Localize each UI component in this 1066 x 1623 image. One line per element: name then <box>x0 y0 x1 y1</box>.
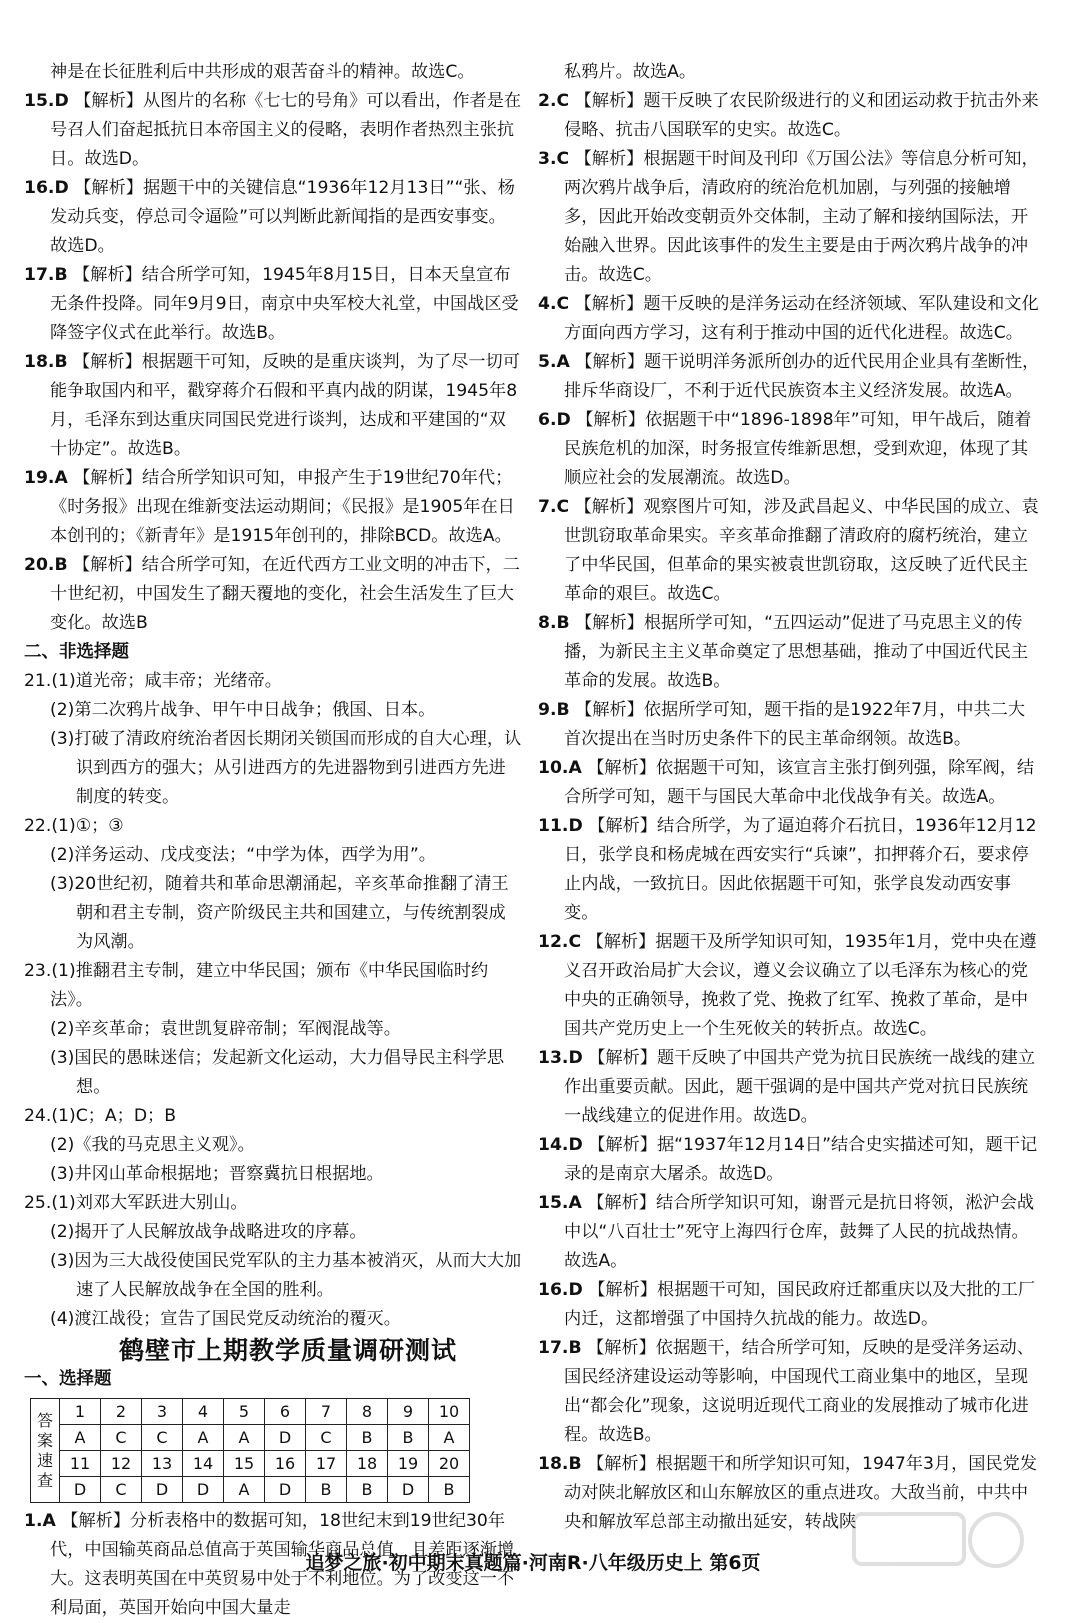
answer-line <box>24 1131 522 1160</box>
answer-number: 15.A <box>538 1193 582 1213</box>
answer-text: 【解析】根据题干可知，国民政府迁都重庆以及大批的工厂内迁，这都增强了中国持久抗战的能力。故选D。 <box>564 1280 1036 1329</box>
table-cell: A <box>224 1477 265 1503</box>
answer-line <box>24 1218 522 1247</box>
answer-number: 4.C <box>538 294 570 314</box>
table-cell: B <box>347 1477 388 1503</box>
answer-number: 16.D <box>538 1280 583 1300</box>
answer-line <box>24 957 522 1015</box>
answer-text: (1)C；A；D；B <box>51 1106 177 1126</box>
answer-text: 【解析】题干反映的是洋务运动在经济领域、军队建设和文化方面向西方学习，这有利于推动中国的近代化进程。故选C。 <box>564 294 1039 343</box>
table-cell: 16 <box>265 1451 306 1477</box>
table-cell: 17 <box>306 1451 347 1477</box>
watermark-logo <box>846 1500 1036 1590</box>
answer-line <box>24 1247 522 1305</box>
answer-item <box>24 58 522 87</box>
answer-item <box>538 87 1042 145</box>
answer-item <box>24 464 522 551</box>
table-cell: C <box>306 1425 347 1451</box>
answer-item <box>538 493 1042 609</box>
answer-item <box>24 551 522 638</box>
answer-text: 神是在长征胜利后中共形成的艰苦奋斗的精神。故选C。 <box>50 62 475 82</box>
answer-text: 【解析】依据题干中“1896-1898年”可知，甲午战后，随着民族危机的加深，时务报宣传维新思想，受到欢迎，体现了其顺应社会的发展潮流。故选D。 <box>564 410 1032 488</box>
answer-text: (1)刘邓大军跃进大别山。 <box>51 1193 248 1213</box>
table-cell: B <box>429 1477 470 1503</box>
answer-line <box>24 1189 522 1218</box>
answer-item <box>538 812 1042 928</box>
answer-number: 13.D <box>538 1048 583 1068</box>
answer-text: 【解析】题干说明洋务派所创办的近代民用企业具有垄断性，排斥华商设厂，不利于近代民族资本主义经济发展。故选A。 <box>564 352 1040 401</box>
table-cell: C <box>101 1477 142 1503</box>
answer-item <box>538 928 1042 1044</box>
answer-number: 5.A <box>538 352 570 372</box>
answer-number: 12.C <box>538 932 582 952</box>
answer-item <box>538 1334 1042 1450</box>
section-heading: 一、选择题 <box>24 1369 112 1389</box>
right-column <box>538 58 1042 1537</box>
header-char: 案 <box>36 1430 53 1450</box>
table-cell: 7 <box>306 1399 347 1425</box>
answer-text: (3)因为三大战役使国民党军队的主力基本被消灭，从而大大加速了人民解放战争在全国的胜利。 <box>50 1251 522 1300</box>
table-cell: 19 <box>388 1451 429 1477</box>
table-cell: 9 <box>388 1399 429 1425</box>
answer-item <box>538 696 1042 754</box>
table-cell: C <box>101 1425 142 1451</box>
answer-text: (2)洋务运动、戊戌变法；“中学为体，西学为用”。 <box>50 845 436 865</box>
table-cell: D <box>142 1477 183 1503</box>
exam-title: 鹤壁市上期教学质量调研测试 <box>118 1336 457 1365</box>
answer-number: 9.B <box>538 700 570 720</box>
answer-number: 17.B <box>538 1338 582 1358</box>
table-cell: D <box>265 1425 306 1451</box>
answer-text: (1)①；③ <box>51 816 124 836</box>
answer-item <box>24 87 522 174</box>
answer-text: 【解析】依据题干，结合所学可知，反映的是受洋务运动、国民经济建设运动等影响，中国现代工商业集中的地区，呈现出“都会化”现象，这说明近现代工商业的发展推动了城市化进程。故选B。 <box>564 1338 1034 1445</box>
answer-item <box>538 1044 1042 1131</box>
answer-line <box>24 870 522 957</box>
answer-item <box>538 1131 1042 1189</box>
answer-list <box>538 87 1042 1537</box>
table-cell: 3 <box>142 1399 183 1425</box>
header-char: 查 <box>36 1470 53 1490</box>
answer-number: 18.B <box>24 352 68 372</box>
answer-text: (3)打破了清政府统治者因长期闭关锁国而形成的自大心理，认识到西方的强大；从引进西方的先进器物到引进西方先进制度的转变。 <box>50 729 522 807</box>
table-cell: A <box>60 1425 101 1451</box>
answer-item <box>538 754 1042 812</box>
answer-number: 1.A <box>24 1511 56 1531</box>
table-cell: D <box>60 1477 101 1503</box>
answer-number: 7.C <box>538 497 570 517</box>
answer-text: 【解析】据题干及所学知识可知，1935年1月，党中央在遵义召开政治局扩大会议，遵义会议确立了以毛泽东为核心的党中央的正确领导，挽救了党、挽救了红军、挽救了革命，是中国共产党历史上一个生死攸关的转折点。故选C。 <box>564 932 1037 1039</box>
answer-item <box>538 58 1042 87</box>
table-cell: 14 <box>183 1451 224 1477</box>
answer-number: 22. <box>24 816 52 836</box>
table-cell: 20 <box>429 1451 470 1477</box>
table-cell: B <box>388 1425 429 1451</box>
header-char: 速 <box>36 1450 53 1470</box>
table-cell: A <box>429 1425 470 1451</box>
page-footer: 追梦之旅·初中期末真题篇·河南R·八年级历史上 第6页 <box>305 1552 761 1574</box>
answer-text: 私鸦片。故选A。 <box>564 62 697 82</box>
table-cell: D <box>388 1477 429 1503</box>
answer-text: 【解析】根据题干时间及刊印《万国公法》等信息分析可知，两次鸦片战争后，清政府的统治危机加剧，与列强的接触增多，因此开始改变朝贡外交体制，主动了解和接纳国际法，开始融入世界。因此该事件的发生主要是由于两次鸦片战争的冲击。故选C。 <box>564 149 1039 285</box>
answer-number: 16.D <box>24 178 69 198</box>
answer-number: 10.A <box>538 758 582 778</box>
answer-line <box>24 667 522 696</box>
table-cell: 18 <box>347 1451 388 1477</box>
table-cell: 15 <box>224 1451 265 1477</box>
answer-number: 19.A <box>24 468 68 488</box>
answer-number: 8.B <box>538 613 570 633</box>
answer-number: 17.B <box>24 265 68 285</box>
table-header-cell <box>31 1399 60 1503</box>
answer-number: 6.D <box>538 410 571 430</box>
answer-item <box>538 145 1042 290</box>
answer-text: (1)推翻君主专制，建立中华民国；颁布《中华民国临时约法》。 <box>50 961 489 1010</box>
answer-text: 【解析】结合所学知识可知，谢晋元是抗日将领，淞沪会战中以“八百壮士”死守上海四行仓库，鼓舞了人民的抗战热情。故选A。 <box>564 1193 1035 1271</box>
answer-number: 25. <box>24 1193 52 1213</box>
answer-text: 【解析】题干反映了农民阶级进行的义和团运动救于抗击外来侵略、抗击八国联军的史实。故选C。 <box>564 91 1039 140</box>
answer-list <box>24 667 522 1334</box>
answer-text: 【解析】依据所学可知，题干指的是1922年7月，中共二大首次提出在当时历史条件下的民主革命纲领。故选B。 <box>564 700 1026 749</box>
answer-line <box>24 1305 522 1334</box>
answer-text: (4)渡江战役；宣告了国民党反动统治的覆灭。 <box>50 1309 401 1329</box>
table-cell: 6 <box>265 1399 306 1425</box>
answer-list <box>24 87 522 638</box>
table-cell: 12 <box>101 1451 142 1477</box>
table-cell: B <box>347 1425 388 1451</box>
answer-number: 23. <box>24 961 52 981</box>
answer-table <box>30 1398 470 1503</box>
answer-text: 【解析】结合所学可知，1945年8月15日，日本天皇宣布无条件投降。同年9月9日，南京中央军校大礼堂，中国战区受降签字仪式在此举行。故选B。 <box>50 265 519 343</box>
answer-text: 【解析】结合所学知识可知，申报产生于19世纪70年代；《时务报》出现在维新变法运动期间；《民报》是1905年在日本创刊的；《新青年》是1915年创刊的，排除BCD。故选A。 <box>50 468 515 546</box>
header-char: 答 <box>36 1410 53 1430</box>
answer-text: (1)道光帝；咸丰帝；光绪帝。 <box>51 671 282 691</box>
left-column <box>24 58 522 1623</box>
answer-item <box>24 261 522 348</box>
table-cell: 11 <box>60 1451 101 1477</box>
answer-text: (3)井冈山革命根据地；晋察冀抗日根据地。 <box>50 1164 384 1184</box>
answer-text: 【解析】据题干中的关键信息“1936年12月13日”“张、杨发动兵变，停总司令逼险”可以判断此新闻指的是西安事变。故选D。 <box>50 178 515 256</box>
answer-number: 15.D <box>24 91 69 111</box>
answer-text: (3)国民的愚昧迷信；发起新文化运动，大力倡导民主科学思想。 <box>50 1048 505 1097</box>
answer-line <box>24 725 522 812</box>
answer-text: (2)第二次鸦片战争、甲午中日战争；俄国、日本。 <box>50 700 436 720</box>
table-cell: A <box>224 1425 265 1451</box>
answer-number: 20.B <box>24 555 68 575</box>
answer-text: (2)《我的马克思主义观》。 <box>50 1135 255 1155</box>
table-cell: C <box>142 1425 183 1451</box>
table-cell: D <box>183 1477 224 1503</box>
answer-item <box>538 290 1042 348</box>
answer-text: 【解析】根据所学可知，“五四运动”促进了马克思主义的传播，为新民主主义革命奠定了思想基础，推动了中国近代民主革命的发展。故选B。 <box>564 613 1029 691</box>
answer-text: 【解析】分析表格中的数据可知，18世纪末到19世纪30年代，中国输英商品总值高于英国输华商品总值，且差距逐渐增大。这表明英国在中英贸易中处于不利地位。为了改变这一不利局面，英国开始向中国大量走 <box>50 1511 515 1618</box>
answer-text: 【解析】据“1937年12月14日”结合史实描述可知，题干记录的是南京大屠杀。故选D。 <box>564 1135 1038 1184</box>
answer-text: (2)揭开了人民解放战争战略进攻的序幕。 <box>50 1222 367 1242</box>
section-heading: 二、非选择题 <box>24 642 129 662</box>
answer-text: 【解析】观察图片可知，涉及武昌起义、中华民国的成立、袁世凯窃取革命果实。辛亥革命推翻了清政府的腐朽统治，建立了中华民国，但革命的果实被袁世凯窃取，这反映了近代民主革命的艰巨。故选C。 <box>564 497 1039 604</box>
table-cell: 2 <box>101 1399 142 1425</box>
answer-item <box>24 174 522 261</box>
answer-number: 18.B <box>538 1454 582 1474</box>
answer-text: 【解析】根据题干和所学知识可知，1947年3月，国民党发动对陕北解放区和山东解放区的重点进攻。大敌当前，中共中央和解放军总部主动撤出延安，转战陕 <box>564 1454 1038 1532</box>
answer-number: 3.C <box>538 149 570 169</box>
answer-item <box>24 348 522 464</box>
answer-number: 21. <box>24 671 52 691</box>
table-cell: D <box>265 1477 306 1503</box>
answer-text: 【解析】结合所学，为了逼迫蒋介石抗日，1936年12月12日，张学良和杨虎城在西安实行“兵谏”，扣押蒋介石，要求停止内战，一致抗日。因此依据题干可知，张学良发动西安事变。 <box>564 816 1037 923</box>
answer-text: (2)辛亥革命；袁世凯复辟帝制；军阀混战等。 <box>50 1019 401 1039</box>
answer-line <box>24 841 522 870</box>
table-cell: 13 <box>142 1451 183 1477</box>
answer-number: 2.C <box>538 91 570 111</box>
answer-line <box>24 696 522 725</box>
answer-line <box>24 1160 522 1189</box>
table-cell: 8 <box>347 1399 388 1425</box>
table-cell: A <box>183 1425 224 1451</box>
answer-item <box>538 406 1042 493</box>
answer-line <box>24 1015 522 1044</box>
answer-number: 14.D <box>538 1135 583 1155</box>
answer-text: 【解析】结合所学可知，在近代西方工业文明的冲击下，二十世纪初，中国发生了翻天覆地的变化，社会生活发生了巨大变化。故选B <box>50 555 520 633</box>
answer-item <box>538 348 1042 406</box>
table-cell: 5 <box>224 1399 265 1425</box>
table-cell: 4 <box>183 1399 224 1425</box>
table-cell: 10 <box>429 1399 470 1425</box>
answer-number: 11.D <box>538 816 583 836</box>
answer-item <box>538 1189 1042 1276</box>
answer-text: 【解析】根据题干可知，反映的是重庆谈判，为了尽一切可能争取国内和平，戳穿蒋介石假和平真内战的阴谋，1945年8月，毛泽东到达重庆同国民党进行谈判，达成和平建国的“双十协定”。故选B。 <box>50 352 520 459</box>
answer-line <box>24 1044 522 1102</box>
answer-text: 【解析】题干反映了中国共产党为抗日民族统一战线的建立作出重要贡献。因此，题干强调的是中国共产党对抗日民族统一战线建立的促进作用。故选D。 <box>564 1048 1036 1126</box>
table-cell: B <box>306 1477 347 1503</box>
answer-text: (3)20世纪初，随着共和革命思潮涌起，辛亥革命推翻了清王朝和君主专制，资产阶级民主共和国建立，与传统割裂成为风潮。 <box>50 874 509 952</box>
answer-item <box>538 1276 1042 1334</box>
answer-line <box>24 812 522 841</box>
answer-line <box>24 1102 522 1131</box>
answer-text: 【解析】依据题干可知，该宣言主张打倒列强，除军阀，结合所学可知，题干与国民大革命中北伐战争有关。故选A。 <box>564 758 1035 807</box>
table-cell: 1 <box>60 1399 101 1425</box>
answer-number: 24. <box>24 1106 52 1126</box>
answer-text: 【解析】从图片的名称《七七的号角》可以看出，作者是在号召人们奋起抵抗日本帝国主义的侵略，表明作者热烈主张抗日。故选D。 <box>50 91 522 169</box>
answer-item <box>538 609 1042 696</box>
